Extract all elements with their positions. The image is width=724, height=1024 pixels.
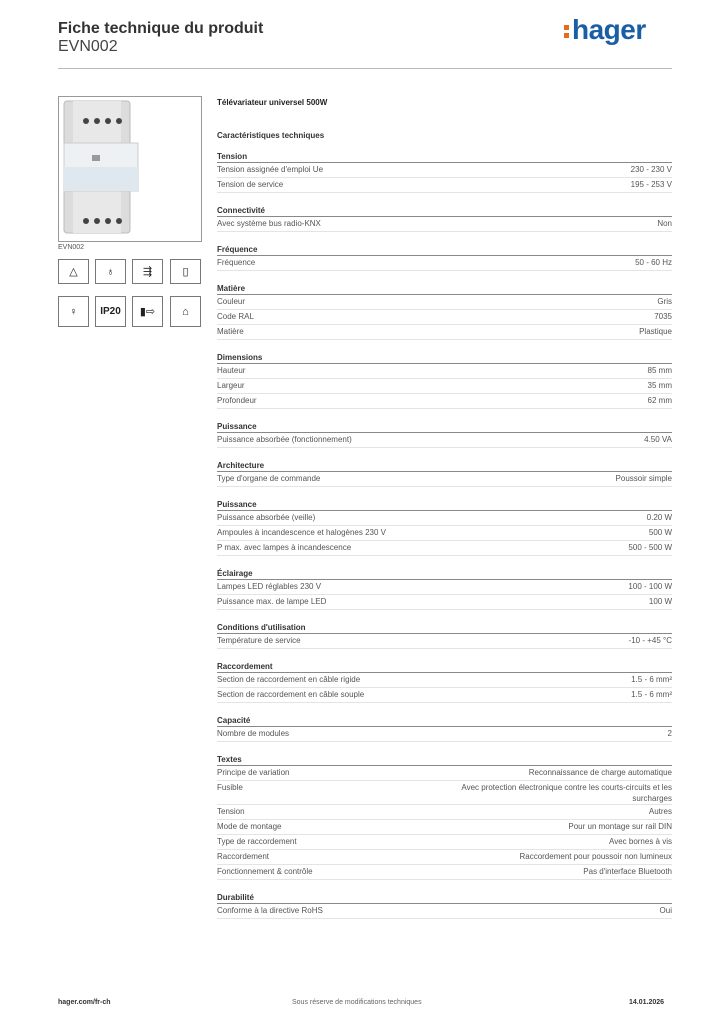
spec-label: Section de raccordement en câble souple <box>217 690 365 699</box>
spec-section <box>217 892 672 919</box>
spec-label: Nombre de modules <box>217 729 290 738</box>
spec-label: Profondeur <box>217 396 257 405</box>
spec-row <box>217 163 672 178</box>
spec-label: Section de raccordement en câble rigide <box>217 675 361 684</box>
spec-value: 1.5 - 6 mm² <box>631 690 672 699</box>
spec-section <box>217 622 672 649</box>
spec-label: Ampoules à incandescence et halogènes 230 V <box>217 528 387 537</box>
fluorescent-tube-icon: ▯ <box>170 259 201 284</box>
spec-section <box>217 460 672 487</box>
spec-value: Pour un montage sur rail DIN <box>568 822 672 831</box>
spec-value: 1.5 - 6 mm² <box>631 675 672 684</box>
din-module-icon: ▮⇨ <box>132 296 163 327</box>
spec-value: 230 - 230 V <box>630 165 672 174</box>
section-title: Puissance <box>217 421 672 433</box>
lamp-icon: △ <box>58 259 89 284</box>
spec-row <box>217 325 672 340</box>
spec-row <box>217 379 672 394</box>
spec-row <box>217 526 672 541</box>
spec-row <box>217 634 672 649</box>
spec-value: Avec protection électronique contre les courts-circuits et les surcharges <box>461 783 672 803</box>
spec-row <box>217 835 672 850</box>
spec-value: Pas d'interface Bluetooth <box>583 867 672 876</box>
spec-label: Puissance absorbée (fonctionnement) <box>217 435 352 444</box>
section-title: Tension <box>217 151 672 163</box>
spec-value: -10 - +45 °C <box>628 636 672 645</box>
spec-row <box>217 472 672 487</box>
spec-label: Lampes LED réglables 230 V <box>217 582 322 591</box>
footer-disclaimer: Sous réserve de modifications techniques <box>292 999 422 1006</box>
spec-value: Gris <box>657 297 672 306</box>
spec-label: Mode de montage <box>217 822 282 831</box>
section-title: Connectivité <box>217 205 672 217</box>
spec-row <box>217 904 672 919</box>
spec-row <box>217 766 672 781</box>
spec-row <box>217 433 672 448</box>
spec-value: 85 mm <box>647 366 672 375</box>
spec-row <box>217 580 672 595</box>
image-caption: EVN002 <box>58 244 85 251</box>
logo-dots-icon <box>564 22 570 41</box>
din-dimmer-illustration <box>59 97 201 241</box>
led-dimmer-icon: ⇶ <box>132 259 163 284</box>
spec-label: Conforme à la directive RoHS <box>217 906 323 915</box>
spec-value: 4.50 VA <box>644 435 672 444</box>
spec-label: Puissance max. de lampe LED <box>217 597 327 606</box>
spec-row <box>217 688 672 703</box>
section-title: Durabilité <box>217 892 672 904</box>
footer-website-link[interactable]: hager.com/fr-ch <box>58 999 111 1006</box>
spec-value: 100 - 100 W <box>628 582 672 591</box>
halogen-bulb-icon: ♁ <box>95 259 126 284</box>
spec-section <box>217 421 672 448</box>
footer-date: 14.01.2026 <box>629 999 665 1006</box>
section-title: Textes <box>217 754 672 766</box>
spec-row <box>217 595 672 610</box>
spec-label: Tension assignée d'emploi Ue <box>217 165 324 174</box>
spec-row <box>217 394 672 409</box>
spec-label: Principe de variation <box>217 768 290 777</box>
spec-label: Raccordement <box>217 852 270 861</box>
spec-heading: Caractéristiques techniques <box>217 131 325 140</box>
section-title: Matière <box>217 283 672 295</box>
logo-text: hager <box>572 14 646 45</box>
spec-value: Avec bornes à vis <box>609 837 672 846</box>
spec-label: P max. avec lampes à incandescence <box>217 543 352 552</box>
spec-value: 7035 <box>654 312 672 321</box>
spec-section <box>217 352 672 409</box>
spec-label: Largeur <box>217 381 245 390</box>
spec-row <box>217 805 672 820</box>
spec-row <box>217 727 672 742</box>
section-title: Capacité <box>217 715 672 727</box>
spec-label: Fréquence <box>217 258 256 267</box>
product-code-heading: EVN002 <box>58 38 118 55</box>
bulb-icon: ♀ <box>58 296 89 327</box>
spec-section <box>217 151 672 193</box>
spec-label: Puissance absorbée (veille) <box>217 513 316 522</box>
spec-row <box>217 673 672 688</box>
spec-label: Fonctionnement & contrôle <box>217 867 313 876</box>
push-button-icon: ⌂ <box>170 296 201 327</box>
section-title: Puissance <box>217 499 672 511</box>
spec-value: 100 W <box>648 597 672 606</box>
spec-label: Fusible <box>217 783 243 792</box>
product-name: Télévariateur universel 500W <box>217 98 328 107</box>
section-title: Architecture <box>217 460 672 472</box>
spec-value: Raccordement pour poussoir non lumineux <box>519 852 672 861</box>
hager-logo[interactable] <box>564 14 646 46</box>
spec-label: Hauteur <box>217 366 246 375</box>
section-title: Conditions d'utilisation <box>217 622 672 634</box>
spec-row <box>217 781 672 805</box>
spec-value: 500 W <box>648 528 672 537</box>
spec-section <box>217 283 672 340</box>
spec-label: Température de service <box>217 636 301 645</box>
spec-label: Type de raccordement <box>217 837 297 846</box>
section-title: Raccordement <box>217 661 672 673</box>
spec-row <box>217 295 672 310</box>
spec-row <box>217 541 672 556</box>
spec-value: 195 - 253 V <box>630 180 672 189</box>
spec-section <box>217 568 672 610</box>
spec-row <box>217 178 672 193</box>
spec-value: Oui <box>659 906 672 915</box>
spec-section <box>217 499 672 556</box>
spec-section <box>217 661 672 703</box>
section-title: Éclairage <box>217 568 672 580</box>
spec-row <box>217 217 672 232</box>
spec-label: Code RAL <box>217 312 254 321</box>
spec-value: Reconnaissance de charge automatique <box>528 768 672 777</box>
section-title: Dimensions <box>217 352 672 364</box>
spec-value: 50 - 60 Hz <box>635 258 672 267</box>
spec-value: 500 - 500 W <box>628 543 672 552</box>
spec-value: 2 <box>667 729 672 738</box>
spec-value: Non <box>657 219 672 228</box>
spec-label: Type d'organe de commande <box>217 474 321 483</box>
spec-row <box>217 820 672 835</box>
spec-row <box>217 256 672 271</box>
spec-section <box>217 715 672 742</box>
page-title: Fiche technique du produit <box>58 20 264 37</box>
spec-value: Plastique <box>639 327 672 336</box>
spec-row <box>217 310 672 325</box>
spec-table <box>217 151 672 931</box>
spec-row <box>217 865 672 880</box>
spec-row <box>217 364 672 379</box>
spec-label: Tension de service <box>217 180 284 189</box>
spec-section <box>217 244 672 271</box>
spec-section <box>217 754 672 880</box>
spec-label: Tension <box>217 807 245 816</box>
spec-label: Avec système bus radio-KNX <box>217 219 321 228</box>
spec-row <box>217 511 672 526</box>
spec-value: Autres <box>648 807 672 816</box>
spec-value: 0.20 W <box>646 513 672 522</box>
header-divider <box>58 68 672 69</box>
section-title: Fréquence <box>217 244 672 256</box>
product-image <box>58 96 202 242</box>
spec-value: 35 mm <box>647 381 672 390</box>
spec-value: 62 mm <box>647 396 672 405</box>
spec-section <box>217 205 672 232</box>
spec-label: Matière <box>217 327 244 336</box>
spec-row <box>217 850 672 865</box>
spec-value: Poussoir simple <box>615 474 672 483</box>
ip20-badge: IP20 <box>95 296 126 327</box>
spec-label: Couleur <box>217 297 246 306</box>
